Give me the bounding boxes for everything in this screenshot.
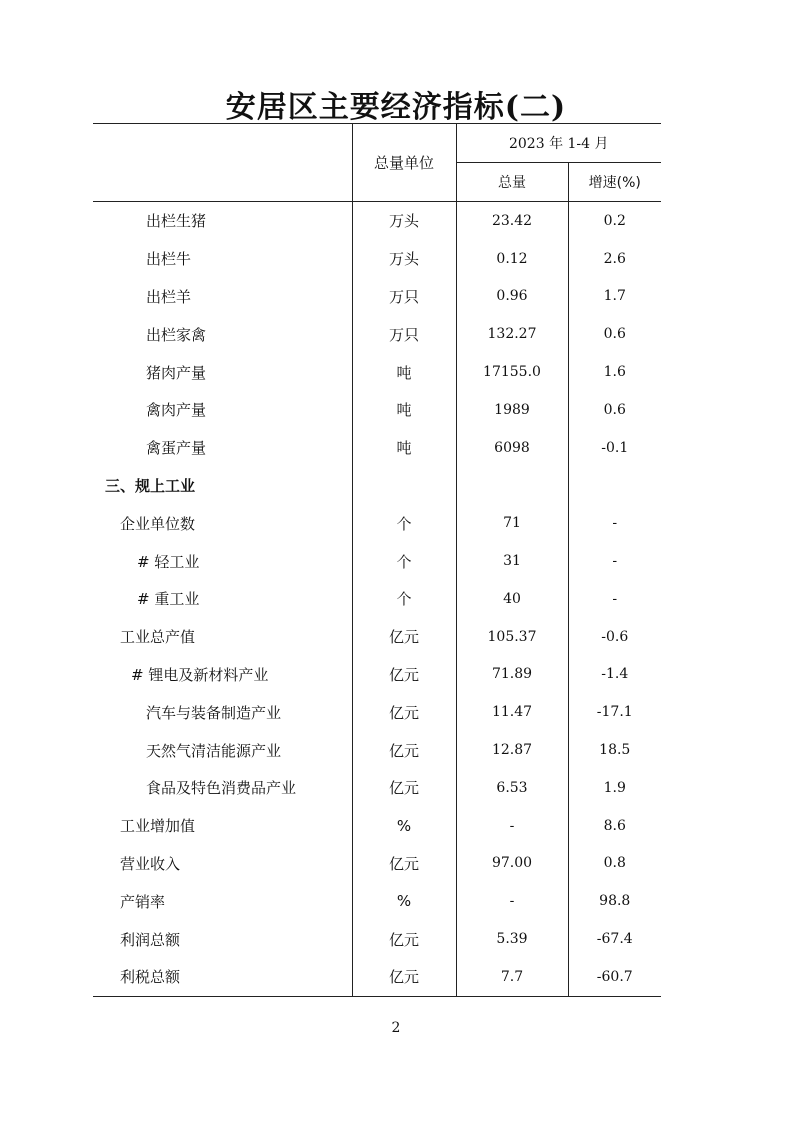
table-row: [93, 278, 661, 316]
table-row: [93, 580, 661, 618]
indicator-unit: 亿元: [352, 618, 456, 656]
header-total: 总量: [456, 163, 568, 202]
indicator-unit: %: [352, 882, 456, 920]
indicator-name: 汽车与装备制造产业: [93, 693, 352, 731]
indicator-name: 产销率: [93, 882, 352, 920]
indicator-growth: [568, 467, 661, 505]
indicator-total: 17155.0: [456, 353, 568, 391]
indicator-total: 132.27: [456, 315, 568, 353]
indicator-name: 食品及特色消费品产业: [93, 769, 352, 807]
indicator-total: 5.39: [456, 920, 568, 958]
indicator-unit: 亿元: [352, 958, 456, 996]
table-row: [93, 958, 661, 996]
indicator-unit: 亿元: [352, 731, 456, 769]
header-growth: 增速(%): [568, 163, 661, 202]
table-row: [93, 353, 661, 391]
indicator-growth: 0.2: [603, 212, 626, 229]
indicator-growth: 1.6: [603, 364, 626, 381]
indicator-total: 40: [456, 580, 568, 618]
table-row: [93, 504, 661, 542]
indicator-unit: 万头: [352, 240, 456, 278]
table-row: [93, 391, 661, 429]
indicator-growth: -1.4: [601, 666, 629, 683]
table-row: [93, 656, 661, 694]
table-row: [93, 693, 661, 731]
indicator-growth: 2.6: [603, 250, 626, 267]
indicator-unit: 吨: [352, 353, 456, 391]
indicator-growth: -67.4: [596, 931, 633, 948]
indicator-unit: 亿元: [352, 656, 456, 694]
header-indicator-cell: [93, 124, 352, 202]
indicator-total: 1989: [456, 391, 568, 429]
indicator-growth: -17.1: [596, 704, 633, 721]
indicator-unit: 个: [352, 580, 456, 618]
table-row: [93, 240, 661, 278]
indicator-name: 禽肉产量: [93, 391, 352, 429]
indicator-total: 7.7: [456, 958, 568, 996]
indicator-unit: 亿元: [352, 920, 456, 958]
indicator-total: 6.53: [456, 769, 568, 807]
table-row: [93, 731, 661, 769]
indicator-growth: -: [612, 515, 618, 532]
table-row: [93, 202, 661, 240]
indicator-total: 23.42: [456, 202, 568, 240]
indicator-growth: -: [612, 553, 618, 570]
table-row: [93, 467, 661, 505]
indicator-growth: 0.6: [603, 401, 626, 418]
indicator-total: 31: [456, 542, 568, 580]
table-row: [93, 807, 661, 845]
indicator-total: 6098: [456, 429, 568, 467]
indicator-total: -: [456, 882, 568, 920]
table-row: [93, 542, 661, 580]
indicator-growth: 0.8: [603, 855, 626, 872]
indicator-name: 出栏家禽: [93, 315, 352, 353]
table-row: [93, 920, 661, 958]
indicator-growth: -0.1: [601, 439, 629, 456]
indicator-unit: 万只: [352, 315, 456, 353]
page-title: 安居区主要经济指标(二): [225, 90, 567, 125]
table-row: [93, 315, 661, 353]
indicator-name: # 重工业: [93, 580, 352, 618]
table-row: [93, 769, 661, 807]
indicator-unit: 吨: [352, 391, 456, 429]
indicator-unit: 亿元: [352, 693, 456, 731]
indicator-total: 0.12: [456, 240, 568, 278]
indicator-growth: -0.6: [601, 628, 629, 645]
indicator-unit: 万只: [352, 278, 456, 316]
header-period: 2023 年 1-4 月: [456, 124, 661, 163]
indicator-name: 三、规上工业: [93, 467, 352, 505]
indicator-growth: 98.8: [599, 893, 631, 910]
indicator-total: 0.96: [456, 278, 568, 316]
indicator-total: 71.89: [456, 656, 568, 694]
indicator-growth: 1.7: [603, 288, 626, 305]
page-number: 2: [391, 1020, 401, 1036]
indicator-name: 猪肉产量: [93, 353, 352, 391]
indicator-name: 利润总额: [93, 920, 352, 958]
indicator-total: 105.37: [456, 618, 568, 656]
indicator-table: [93, 123, 661, 997]
indicator-unit: 个: [352, 542, 456, 580]
indicator-growth: 1.9: [603, 779, 626, 796]
indicator-unit: [352, 467, 456, 505]
indicator-total: 11.47: [456, 693, 568, 731]
header-unit: 总量单位: [352, 124, 456, 202]
indicator-name: 出栏生猪: [93, 202, 352, 240]
indicator-total: -: [456, 807, 568, 845]
indicator-total: 71: [456, 504, 568, 542]
table-row: [93, 618, 661, 656]
indicator-growth: -: [612, 590, 618, 607]
indicator-name: 天然气清洁能源产业: [93, 731, 352, 769]
indicator-name: 禽蛋产量: [93, 429, 352, 467]
indicator-growth: -60.7: [568, 958, 661, 996]
indicator-unit: 亿元: [352, 769, 456, 807]
indicator-unit: 万头: [352, 202, 456, 240]
indicator-total: [456, 467, 568, 505]
indicator-unit: 吨: [352, 429, 456, 467]
indicator-growth: 0.6: [603, 326, 626, 343]
table-row: [93, 429, 661, 467]
indicator-name: 出栏牛: [93, 240, 352, 278]
indicator-growth: 8.6: [603, 817, 626, 834]
indicator-name: # 锂电及新材料产业: [93, 656, 352, 694]
indicator-unit: 个: [352, 504, 456, 542]
indicator-name: 工业总产值: [93, 618, 352, 656]
indicator-name: # 轻工业: [93, 542, 352, 580]
table-body: [93, 202, 661, 997]
indicator-total: 97.00: [456, 845, 568, 883]
indicator-name: 营业收入: [93, 845, 352, 883]
indicator-name: 利税总额: [93, 958, 352, 996]
table-row: [93, 845, 661, 883]
indicator-name: 出栏羊: [93, 278, 352, 316]
indicator-name: 企业单位数: [93, 504, 352, 542]
indicator-growth: 18.5: [599, 742, 631, 759]
indicator-unit: %: [352, 807, 456, 845]
indicator-unit: 亿元: [352, 845, 456, 883]
indicator-name: 工业增加值: [93, 807, 352, 845]
indicator-total: 12.87: [456, 731, 568, 769]
table-row: [93, 882, 661, 920]
